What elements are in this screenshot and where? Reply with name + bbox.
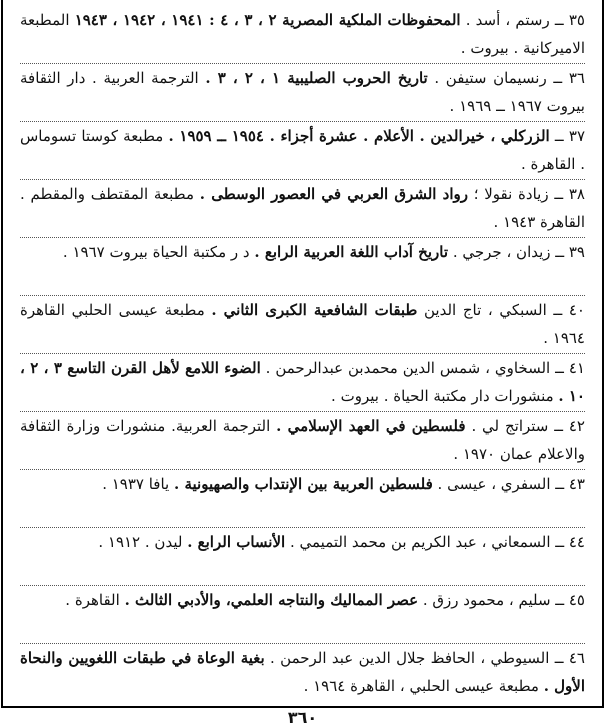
entry-publisher: مطبعة عيسى الحلبي القاهرة ١٩٦٤ . [20, 301, 585, 347]
bibliography-entry-42: ٤٢ ــ ستراتج لي . فلسطين في العهد الإسلامي . الترجمة العربية. منشورات وزارة الثقافة والاعلام عمان ١٩٧٠ . [20, 412, 585, 470]
bibliography-entry-36: ٣٦ ــ رنسيمان ستيفن . تاريخ الحروب الصليبية ١ ، ٢ ، ٣ . الترجمة العربية . دار الثقافة بيروت ١٩٦٧ ــ ١٩٦٩ . [20, 64, 585, 122]
bibliography-entry-41: ٤١ ــ السخاوي ، شمس الدين محمدبن عبدالرحمن . الضوء اللامع لأهل القرن التاسع ٣ ، ٢ ، ١٠ . منشورات دار مكتبة الحياة . بيروت . [20, 354, 585, 412]
bibliography-list [20, 6, 585, 702]
entry-publisher: مطبعة المقتطف والمقطم . القاهرة ١٩٤٣ . [20, 185, 585, 231]
frame-left-border [1, 0, 3, 707]
entry-title: تاريخ آداب اللغة العربية الرابع . [254, 243, 449, 261]
entry-number: ٤٠ [568, 301, 585, 319]
entry-title: فلسطين العربية بين الإنتداب والصهيونية . [174, 475, 433, 493]
bibliography-entry-45: ٤٥ ــ سليم ، محمود رزق . عصر المماليك والنتاجه العلمي، والأدبي الثالث . القاهرة . [20, 586, 585, 644]
entry-author: السفري ، عيسى . [437, 475, 551, 493]
entry-title: الضوء اللامع لأهل القرن التاسع ٣ ، ٢ ، ١٠ . [20, 359, 585, 405]
entry-author: السبكي ، تاج الدين [424, 301, 547, 319]
entry-number: ٤١ [568, 359, 585, 377]
entry-author: زيادة نقولا ؛ [473, 185, 549, 203]
entry-number: ٣٩ [568, 243, 585, 261]
entry-publisher: ليدن . ١٩١٢ . [98, 533, 183, 551]
entry-title: تاريخ الحروب الصليبية ١ ، ٢ ، ٣ . [205, 69, 428, 87]
bibliography-entry-40: ٤٠ ــ السبكي ، تاج الدين طبقات الشافعية الكبرى الثاني . مطبعة عيسى الحلبي القاهرة ١٩٦٤ . [20, 296, 585, 354]
entry-number: ٣٦ [568, 69, 585, 87]
entry-number: ٣٧ [568, 127, 586, 145]
bibliography-entry-37: ٣٧ ــ الزركلي ، خيرالدين . الأعلام . عشرة أجزاء . ١٩٥٤ ــ ١٩٥٩ . مطبعة كوستا تسوماس . القاهرة . [20, 122, 585, 180]
entry-number: ٤٣ [568, 475, 585, 493]
entry-title: الزركلي ، خيرالدين . الأعلام . عشرة أجزاء . ١٩٥٤ ــ ١٩٥٩ . [168, 127, 550, 145]
entry-author: السخاوي ، شمس الدين محمدبن عبدالرحمن . [265, 359, 551, 377]
bibliography-entry-38: ٣٨ ــ زيادة نقولا ؛ رواد الشرق العربي في العصور الوسطى . مطبعة المقتطف والمقطم . القاهرة ١٩٤٣ . [20, 180, 585, 238]
entry-publisher: الترجمة العربية. منشورات وزارة الثقافة والاعلام عمان ١٩٧٠ . [20, 417, 585, 463]
entry-author: ستراتج لي . [471, 417, 549, 435]
entry-number: ٤٦ [568, 649, 585, 667]
entry-number: ٣٥ [568, 11, 585, 29]
entry-publisher: يافا ١٩٣٧ . [102, 475, 170, 493]
entry-number: ٣٨ [568, 185, 585, 203]
entry-title: فلسطين في العهد الإسلامي . [276, 417, 466, 435]
entry-publisher: مطبعة عيسى الحلبي ، القاهرة ١٩٦٤ . [303, 677, 539, 695]
entry-author: سليم ، محمود رزق . [422, 591, 551, 609]
bibliography-entry-39: ٣٩ ــ زيدان ، جرجي . تاريخ آداب اللغة العربية الرابع . د ر مكتبة الحياة بيروت ١٩٦٧ . [20, 238, 585, 296]
bibliography-entry-35: ٣٥ ــ رستم ، أسد . المحفوظات الملكية المصرية ٢ ، ٣ ، ٤ : ١٩٤١ ، ١٩٤٢ ، ١٩٤٣ المطبعة الاميركانية . بيروت . [20, 6, 585, 64]
entry-title: رواد الشرق العربي في العصور الوسطى . [199, 185, 468, 203]
entry-author: زيدان ، جرجي . [452, 243, 551, 261]
entry-author: رستم ، أسد . [465, 11, 550, 29]
entry-publisher: د ر مكتبة الحياة بيروت ١٩٦٧ . [62, 243, 250, 261]
bibliography-entry-46: ٤٦ ــ السيوطي ، الحافظ جلال الدين عبد الرحمن . بغية الوعاة في طبقات اللغويين والنحاة الأول . مطبعة عيسى الحلبي ، القاهرة ١٩٦٤ . [20, 649, 585, 695]
page-number: ٣٦٠ [287, 708, 318, 727]
entry-title: المحفوظات الملكية المصرية ٢ ، ٣ ، ٤ : ١٩٤١ ، ١٩٤٢ ، ١٩٤٣ [74, 11, 461, 29]
entry-number: ٤٢ [568, 417, 585, 435]
entry-author: السمعاني ، عبد الكريم بن محمد التميمي . [289, 533, 551, 551]
entry-publisher: القاهرة . [65, 591, 120, 609]
entry-publisher: مطبعة كوستا تسوماس . القاهرة . [20, 127, 585, 173]
bibliography-entry-44: ٤٤ ــ السمعاني ، عبد الكريم بن محمد التميمي . الأنساب الرابع . ليدن . ١٩١٢ . [20, 528, 585, 586]
entry-number: ٤٤ [568, 533, 585, 551]
frame-right-border [602, 0, 604, 707]
entry-author: السيوطي ، الحافظ جلال الدين عبد الرحمن . [270, 649, 550, 667]
entry-title: طبقات الشافعية الكبرى الثاني . [211, 301, 418, 319]
entry-publisher: المطبعة الاميركانية . بيروت . [20, 11, 585, 57]
entry-title: بغية الوعاة في طبقات اللغويين والنحاة الأول . [20, 649, 585, 695]
entry-publisher: منشورات دار مكتبة الحياة . بيروت . [331, 387, 554, 405]
entry-publisher: الترجمة العربية . دار الثقافة بيروت ١٩٦٧ ــ ١٩٦٩ . [20, 69, 585, 115]
entry-title: الأنساب الرابع . [187, 533, 286, 551]
bibliography-entry-43: ٤٣ ــ السفري ، عيسى . فلسطين العربية بين الإنتداب والصهيونية . يافا ١٩٣٧ . [20, 470, 585, 528]
entry-author: رنسيمان ستيفن . [434, 69, 547, 87]
entry-title: عصر المماليك والنتاجه العلمي، والأدبي الثالث . [124, 591, 419, 609]
entry-number: ٤٥ [568, 591, 585, 609]
